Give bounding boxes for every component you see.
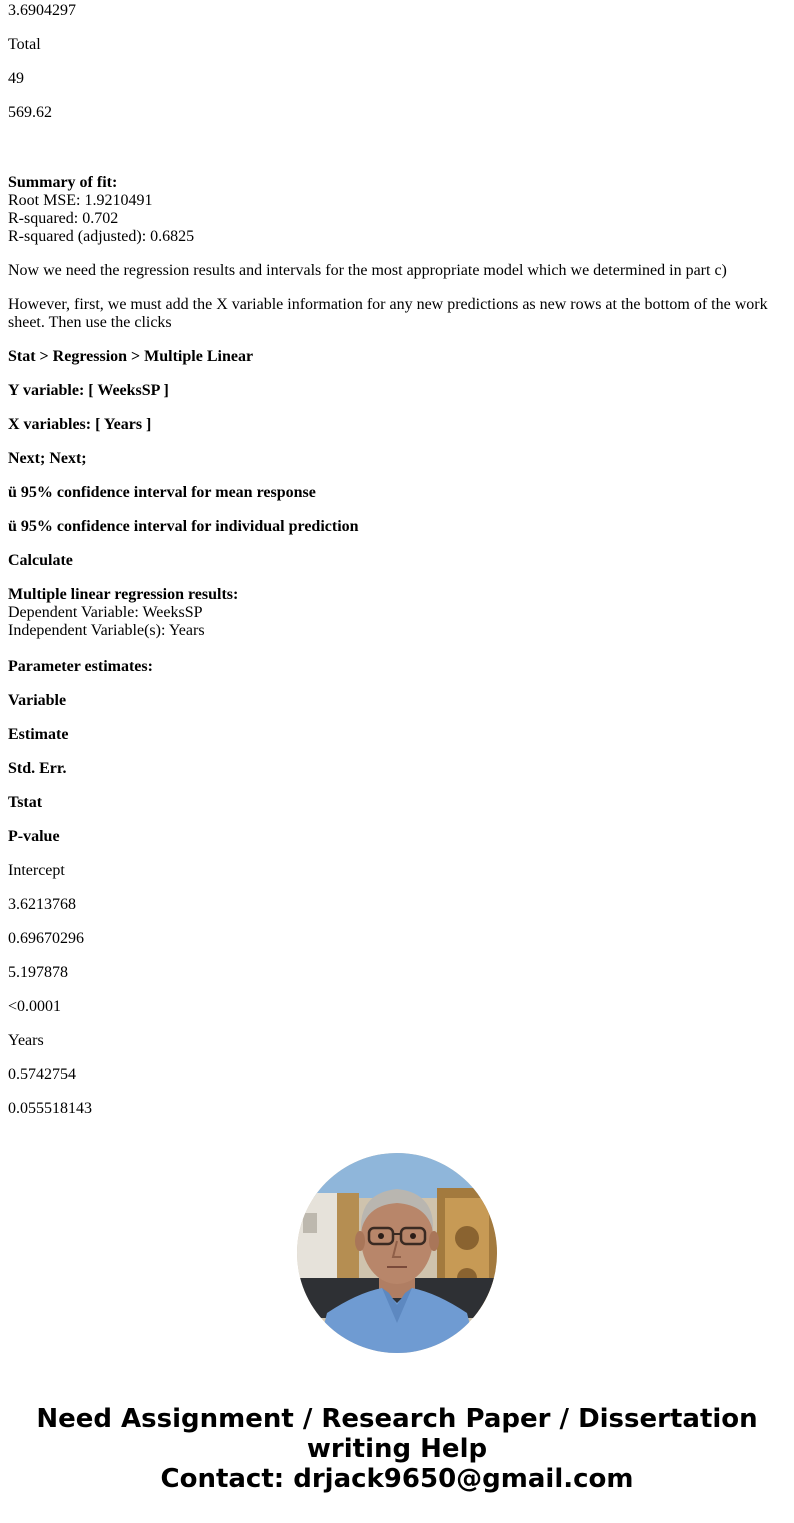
mlr-heading: Multiple linear regression results: xyxy=(8,586,239,603)
value-text: 3.6904297 xyxy=(8,2,76,19)
promo-line: writing Help xyxy=(306,1434,488,1464)
step-text: X variables: [ Years ] xyxy=(8,416,152,433)
table-cell: 0.055518143 xyxy=(8,1100,92,1117)
paragraph: However, first, we must add the X variable information for any new predictions as new rows at the bottom of the work sheet. Then use the clicks xyxy=(8,296,768,331)
table-header: Variable xyxy=(8,692,67,709)
summary-heading: Summary of fit: xyxy=(8,174,118,191)
avatar xyxy=(297,1153,497,1353)
table-cell: Years xyxy=(8,1032,44,1049)
table-header: P-value xyxy=(8,828,60,845)
summary-line: R-squared (adjusted): 0.6825 xyxy=(8,228,195,245)
table-cell: 0.69670296 xyxy=(8,930,84,947)
mlr-line: Independent Variable(s): Years xyxy=(8,622,205,639)
table-header: Estimate xyxy=(8,726,69,743)
paragraph: Now we need the regression results and intervals for the most appropriate model which we determined in part c) xyxy=(8,262,727,279)
step-text: Y variable: [ WeeksSP ] xyxy=(8,382,169,399)
promo-line: Need Assignment / Research Paper / Dissertation xyxy=(36,1404,758,1434)
value-text: 49 xyxy=(8,70,24,87)
step-text: ü 95% confidence interval for mean response xyxy=(8,484,316,501)
step-text: ü 95% confidence interval for individual prediction xyxy=(8,518,359,535)
table-cell: 5.197878 xyxy=(8,964,68,981)
table-cell: 3.6213768 xyxy=(8,896,76,913)
promo-contact: Contact: drjack9650@gmail.com xyxy=(160,1464,634,1494)
table-cell: 0.5742754 xyxy=(8,1066,76,1083)
summary-of-fit xyxy=(8,174,786,246)
step-text: Next; Next; xyxy=(8,450,87,467)
summary-line: R-squared: 0.702 xyxy=(8,210,119,227)
summary-line: Root MSE: 1.9210491 xyxy=(8,192,153,209)
table-cell: Intercept xyxy=(8,862,65,879)
params-heading: Parameter estimates: xyxy=(8,658,153,675)
avatar-photo xyxy=(297,1153,497,1353)
table-header: Std. Err. xyxy=(8,760,67,777)
table-header: Tstat xyxy=(8,794,43,811)
value-text: 569.62 xyxy=(8,104,52,121)
mlr-line: Dependent Variable: WeeksSP xyxy=(8,604,203,621)
promo-banner xyxy=(0,1404,794,1494)
step-text: Stat > Regression > Multiple Linear xyxy=(8,348,254,365)
step-text: Calculate xyxy=(8,552,73,569)
table-cell: <0.0001 xyxy=(8,998,62,1015)
mlr-results xyxy=(8,586,786,640)
value-text: Total xyxy=(8,36,41,53)
